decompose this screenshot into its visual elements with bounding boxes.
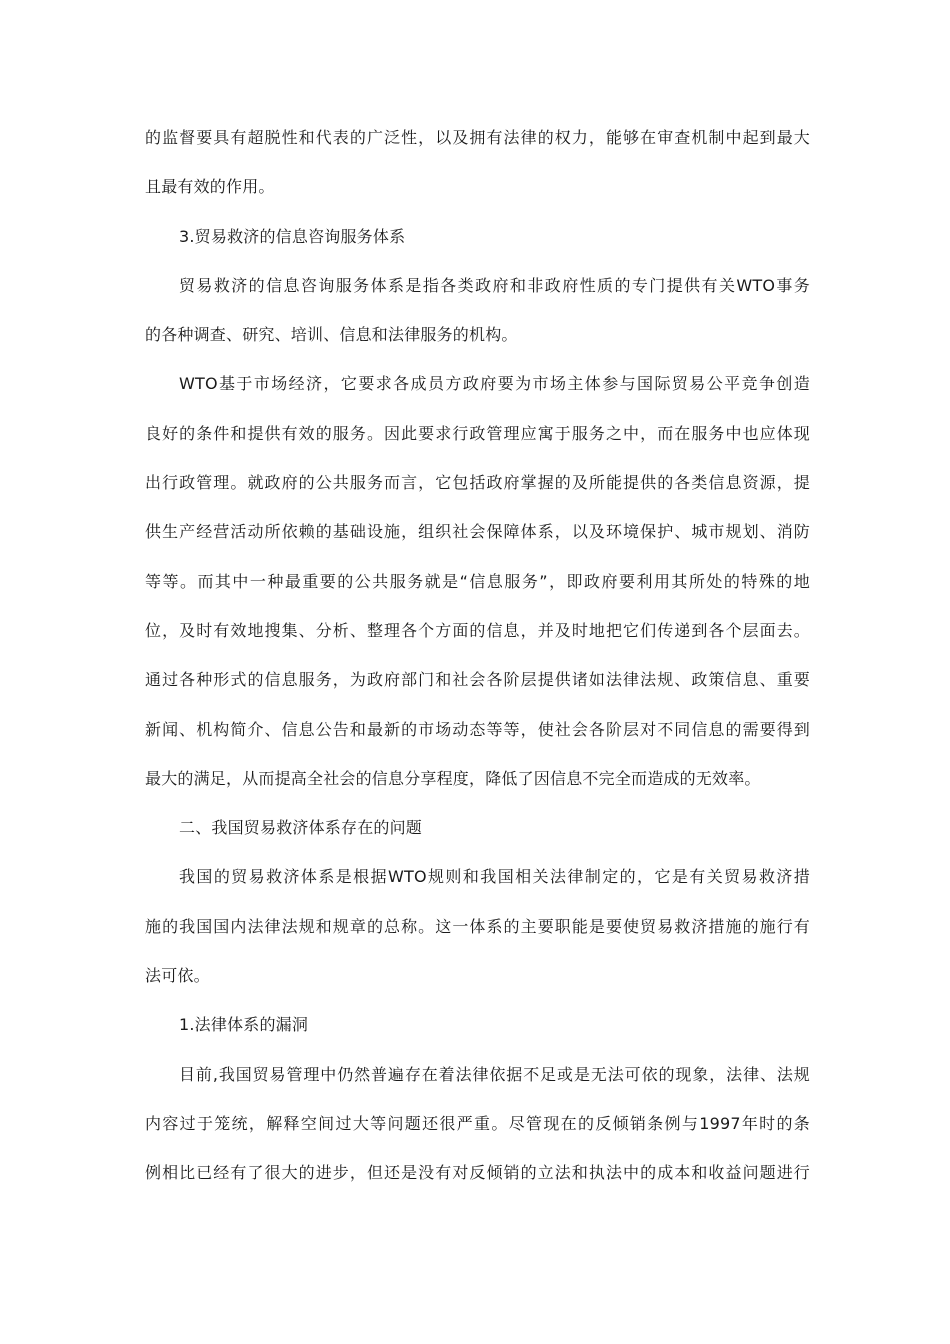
text-line: 的各种调查、研究、培训、信息和法律服务的机构。: [145, 325, 518, 345]
text-line: 新闻、机构简介、信息公告和最新的市场动态等等，使社会各阶层对不同信息的需要得到: [145, 719, 810, 739]
text-line: 良好的条件和提供有效的服务。因此要求行政管理应寓于服务之中，而在服务中也应体现: [145, 423, 810, 443]
text-line: 供生产经营活动所依赖的基础设施，组织社会保障体系，以及环境保护、城市规划、消防: [145, 522, 810, 542]
text-line: 的监督要具有超脱性和代表的广泛性，以及拥有法律的权力，能够在审查机制中起到最大: [145, 128, 810, 147]
document-body: [145, 120, 810, 1205]
text-line: 最大的满足，从而提高全社会的信息分享程度，降低了因信息不完全而造成的无效率。: [145, 768, 761, 788]
section-heading: 3.贸易救济的信息咨询服务体系: [179, 226, 406, 246]
section-heading: 二、我国贸易救济体系存在的问题: [179, 818, 423, 838]
text-line: 且最有效的作用。: [145, 177, 275, 197]
paragraph-first-line: 目前,我国贸易管理中仍然普遍存在着法律依据不足或是无法可依的现象，法律、法规: [179, 1064, 810, 1084]
text-line: 通过各种形式的信息服务，为政府部门和社会各阶层提供诸如法律法规、政策信息、重要: [145, 670, 810, 690]
text-line: 出行政管理。就政府的公共服务而言，它包括政府掌握的及所能提供的各类信息资源，提: [145, 473, 810, 493]
text-line: 位，及时有效地搜集、分析、整理各个方面的信息，并及时地把它们传递到各个层面去。: [145, 620, 810, 640]
paragraph-first-line: WTO基于市场经济，它要求各成员方政府要为市场主体参与国际贸易公平竞争创造: [179, 374, 810, 394]
text-line: 例相比已经有了很大的进步，但还是没有对反倾销的立法和执法中的成本和收益问题进行: [145, 1163, 810, 1183]
text-line: 内容过于笼统，解释空间过大等问题还很严重。尽管现在的反倾销条例与1997年时的条: [145, 1113, 810, 1133]
section-heading: 1.法律体系的漏洞: [179, 1015, 309, 1035]
paragraph-first-line: 我国的贸易救济体系是根据WTO规则和我国相关法律制定的，它是有关贸易救济措: [179, 867, 810, 887]
paragraph-first-line: 贸易救济的信息咨询服务体系是指各类政府和非政府性质的专门提供有关WTO事务: [179, 275, 810, 295]
text-line: 法可依。: [145, 966, 210, 986]
text-line: 施的我国国内法律法规和规章的总称。这一体系的主要职能是要使贸易救济措施的施行有: [145, 916, 810, 936]
text-line: 等等。而其中一种最重要的公共服务就是“信息服务”，即政府要利用其所处的特殊的地: [145, 571, 810, 591]
